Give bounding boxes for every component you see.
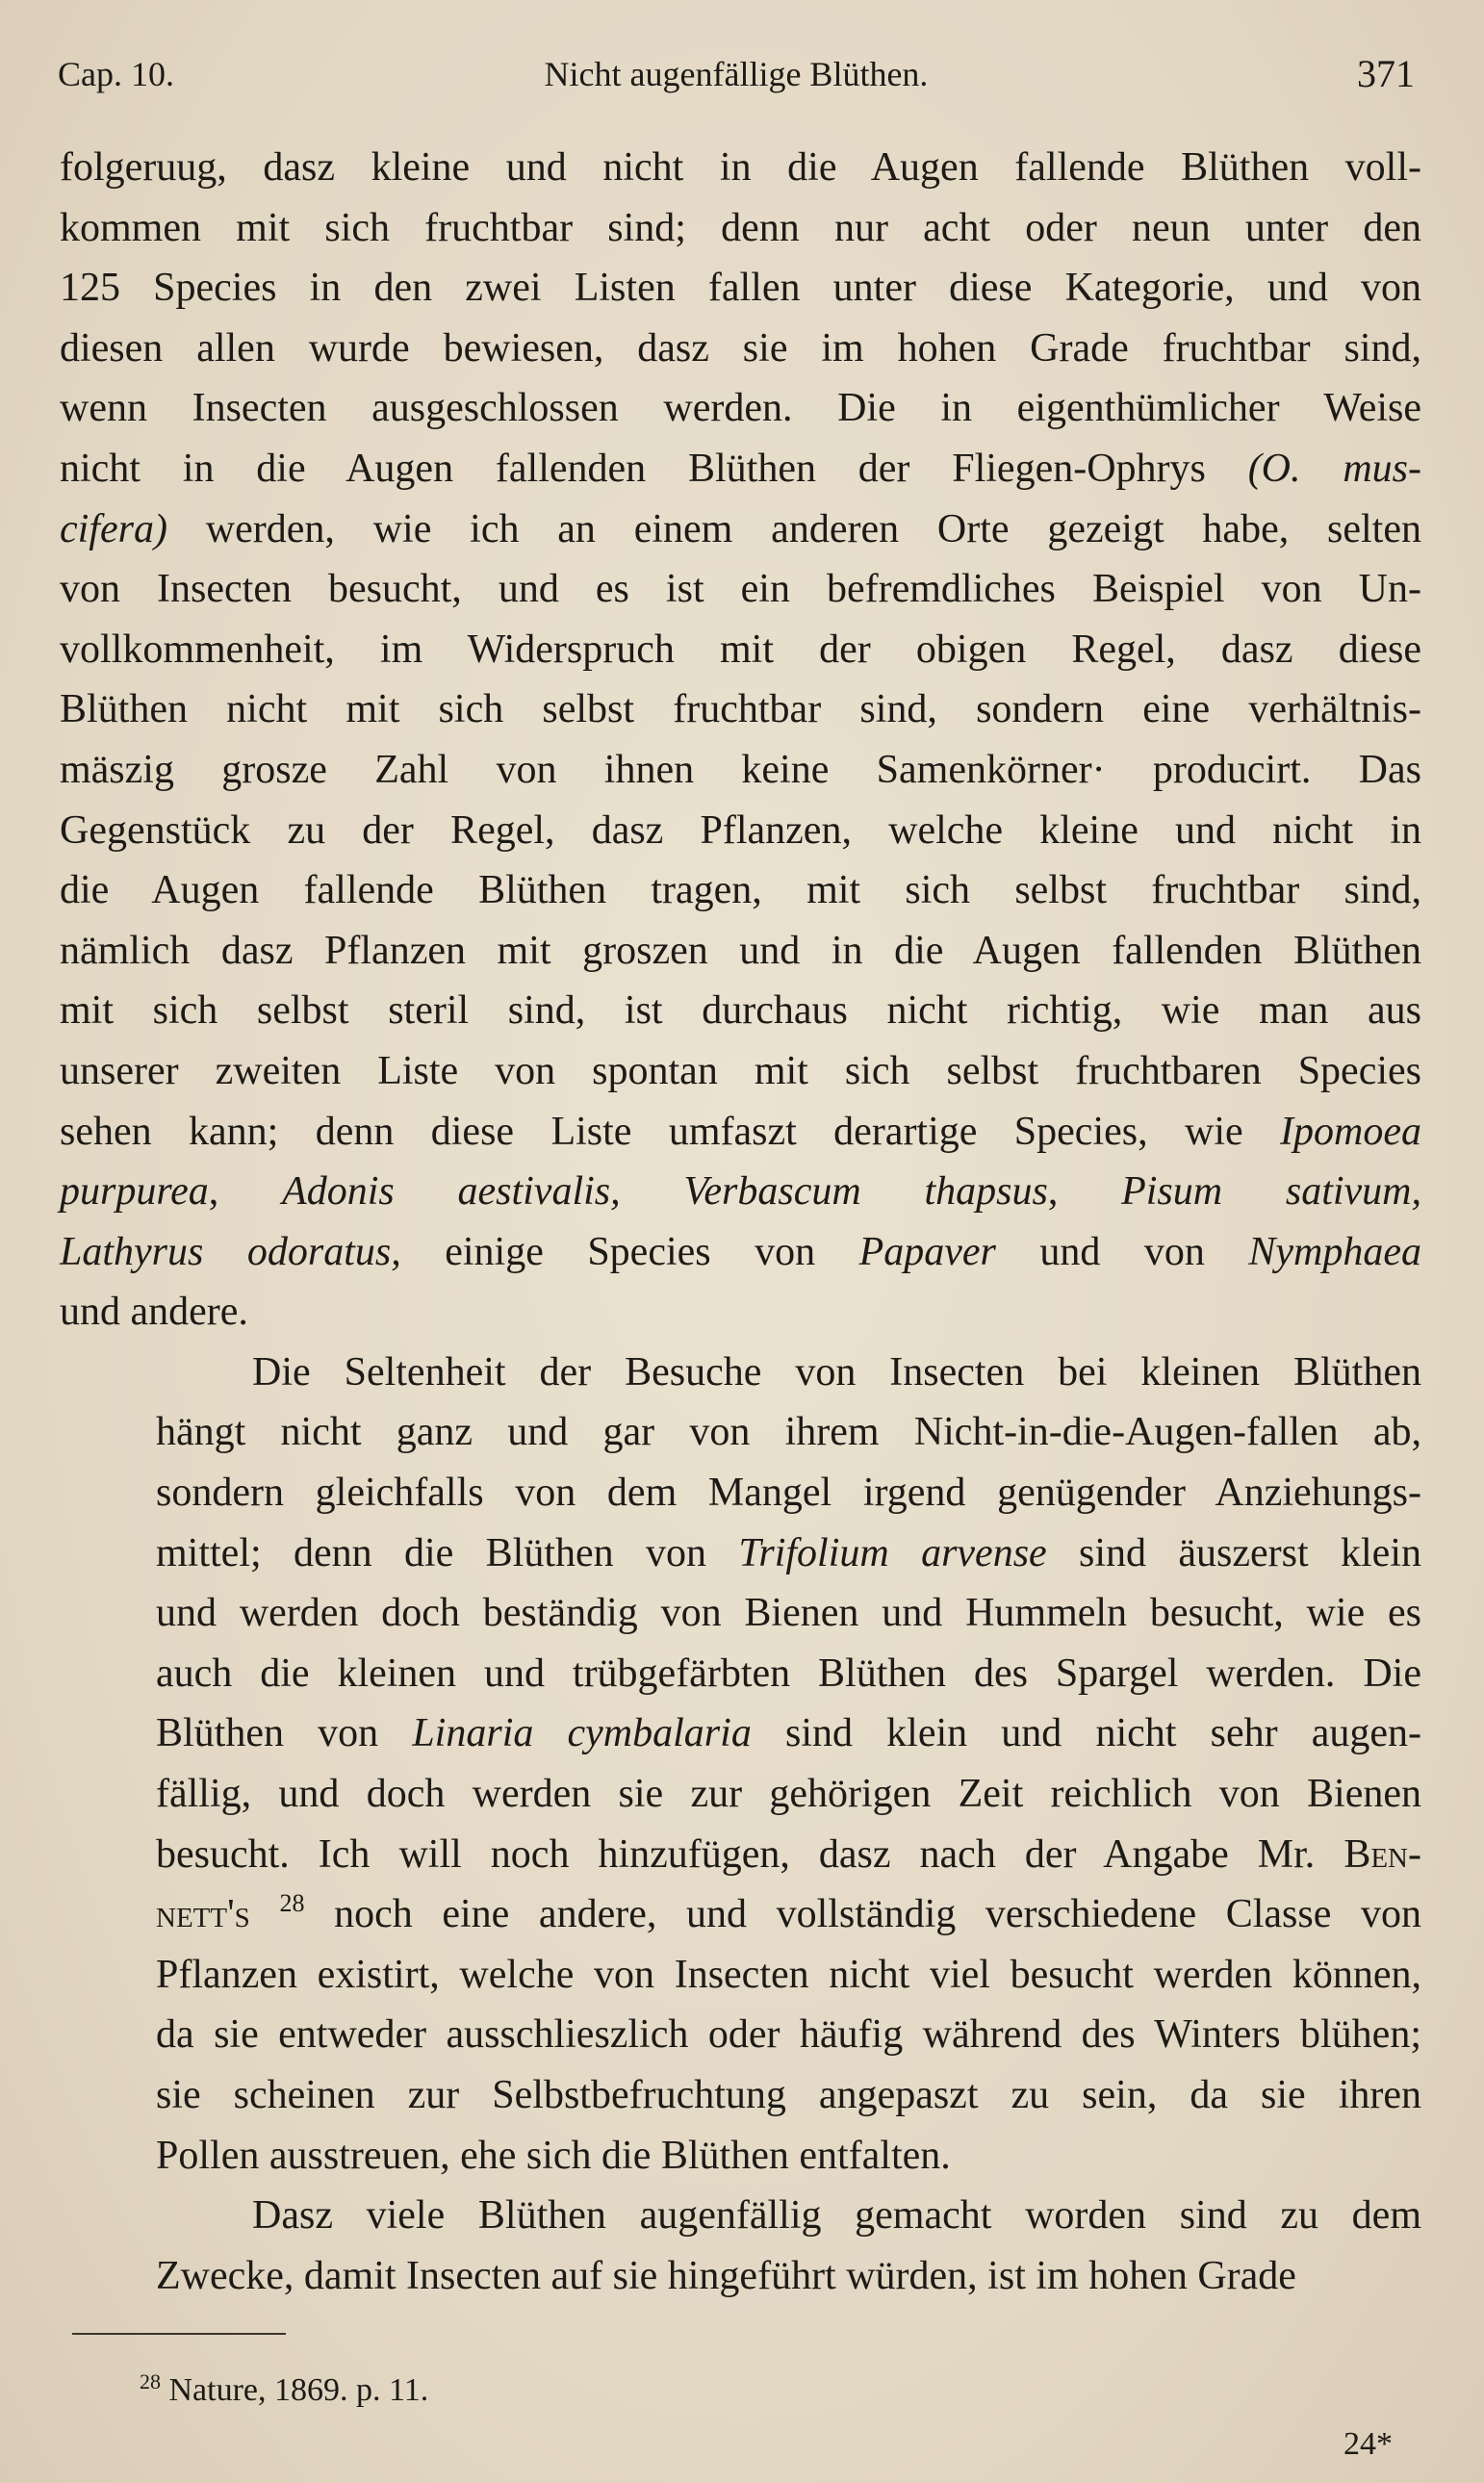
italic-term: (O. mus- (1247, 446, 1421, 491)
text-run: die Augen fallende Blüthen tragen, mit sich selbst fruchtbar sind, (60, 868, 1421, 913)
text-line (60, 258, 1421, 319)
footnote-text: Nature, 1869. p. 11. (168, 2372, 429, 2408)
small-caps-name: Ben- (1343, 1831, 1421, 1877)
text-line (60, 2005, 1421, 2065)
text-run: Blüthen nicht mit sich selbst fruchtbar sind, sondern eine verhältnis- (60, 687, 1421, 732)
text-run: vollkommenheit, im Widerspruch mit der obigen Regel, dasz diese (60, 627, 1421, 672)
text-run: Dasz viele Blüthen augenfällig gemacht worden sind zu dem (252, 2193, 1421, 2239)
text-run: und andere. (60, 1290, 248, 1335)
text-line (60, 1764, 1421, 1825)
text-run: mittel; denn die Blüthen von (156, 1530, 739, 1575)
italic-term: purpurea (60, 1169, 209, 1215)
running-head (58, 50, 1415, 98)
italic-term: Linaria cymbalaria (412, 1711, 752, 1756)
text-run: nämlich dasz Pflanzen mit groszen und in die Augen fallenden Blüthen (60, 928, 1421, 973)
text-run: sehen kann; denn diese Liste umfaszt derartige Species, wie (60, 1109, 1281, 1154)
body-text (60, 138, 1421, 2306)
text-line (60, 1222, 1421, 1283)
text-run: , (208, 1169, 283, 1215)
text-run: Zwecke, damit Insecten auf sie hingeführt würden, ist im hohen Grade (156, 2253, 1296, 2298)
text-run: unserer zweiten Liste von spontan mit sich selbst fruchtbaren Species (60, 1048, 1421, 1093)
text-line (60, 1884, 1421, 1945)
italic-term: Nymphaea (1248, 1229, 1422, 1274)
paragraph (60, 1343, 1421, 2186)
text-run: werden, wie ich an einem anderen Orte gezeigt habe, selten (166, 506, 1421, 551)
text-run: diesen allen wurde bewiesen, dasz sie im hohen Grade fruchtbar sind, (60, 325, 1421, 371)
italic-term: Ipomoea (1280, 1109, 1421, 1154)
text-line (60, 1583, 1421, 1644)
text-line (60, 2126, 1421, 2187)
text-run: und werden doch beständig von Bienen und Hummeln besucht, wie es (156, 1591, 1421, 1636)
footnote-reference: 28 (279, 1889, 305, 1918)
text-line (60, 439, 1421, 499)
text-line (60, 1825, 1421, 1885)
text-line (60, 620, 1421, 680)
text-line (60, 2065, 1421, 2126)
text-line (60, 499, 1421, 560)
text-run: hängt nicht ganz und gar von ihrem Nicht-in-die-Augen-fallen ab, (156, 1410, 1421, 1455)
text-line (60, 198, 1421, 259)
text-run: folgeruug, dasz kleine und nicht in die Augen fallende Blüthen voll- (60, 145, 1421, 190)
text-line (60, 319, 1421, 379)
footnote-number: 28 (140, 2369, 161, 2393)
paragraph (60, 138, 1421, 1343)
text-run (621, 1169, 684, 1214)
text-line (60, 138, 1421, 198)
text-run: einige Species von (400, 1229, 859, 1274)
text-run: sondern gleichfalls von dem Mangel irgend genügender Anziehungs- (156, 1471, 1421, 1516)
text-run: sind äuszerst klein (1046, 1530, 1421, 1575)
text-run: Die Seltenheit der Besuche von Insecten bei kleinen Blüthen (252, 1349, 1421, 1395)
text-run: Blüthen von (156, 1711, 413, 1756)
text-run: besucht. Ich will noch hinzufügen, dasz nach der Angabe Mr. (156, 1831, 1344, 1877)
text-run: noch eine andere, und vollständig verschiedene Classe von (304, 1892, 1422, 1937)
text-line (60, 2246, 1421, 2307)
text-line (60, 1945, 1421, 2006)
text-line (60, 1282, 1421, 1343)
text-line (60, 801, 1421, 861)
text-line (60, 740, 1421, 801)
text-run: auch die kleinen und trübgefärbten Blüthen des Spargel werden. Die (156, 1651, 1421, 1696)
text-line (60, 1343, 1421, 1403)
text-run: Pflanzen existirt, welche von Insecten nicht viel besucht werden können, (156, 1952, 1421, 1997)
paragraph (60, 2186, 1421, 2306)
text-line (60, 1162, 1421, 1222)
text-line (60, 1102, 1421, 1163)
text-run: kommen mit sich fruchtbar sind; denn nur acht oder neun unter den (60, 205, 1421, 250)
text-run: mit sich selbst steril sind, ist durchaus nicht richtig, wie man aus (60, 988, 1421, 1034)
page-title: Nicht augenfällige Blüthen. (544, 55, 929, 93)
small-caps-name: nett's (156, 1892, 250, 1937)
text-line (60, 1402, 1421, 1463)
text-line (60, 860, 1421, 921)
italic-term: Lathyrus odoratus, (60, 1229, 401, 1274)
text-run: sie scheinen zur Selbstbefruchtung angepaszt zu sein, da sie ihren (156, 2073, 1421, 2117)
text-run: nicht in die Augen fallenden Blüthen der Fliegen-Ophrys (60, 446, 1248, 491)
italic-term: Trifolium arvense (738, 1530, 1047, 1575)
printer-signature: 24* (1343, 2426, 1393, 2462)
text-line (60, 1041, 1421, 1102)
text-run: da sie entweder ausschlieszlich oder häufig während des Winters blühen; (156, 2012, 1421, 2058)
text-line (60, 2186, 1421, 2246)
italic-term: Pisum sativum, (1121, 1169, 1422, 1215)
text-run: fällig, und doch werden sie zur gehörigen Zeit reichlich von Bienen (156, 1772, 1421, 1817)
text-run: und von (995, 1229, 1249, 1274)
text-run: mäszig grosze Zahl von ihnen keine Samenkörner· producirt. Das (60, 747, 1421, 792)
text-line (60, 981, 1421, 1041)
text-run: von Insecten besucht, und es ist ein befremdliches Beispiel von Un- (60, 567, 1421, 612)
text-run: sind klein und nicht sehr augen- (751, 1711, 1422, 1756)
text-run: Pollen ausstreuen, ehe sich die Blüthen entfalten. (156, 2133, 951, 2178)
text-line (60, 1703, 1421, 1764)
text-line (60, 1644, 1421, 1704)
text-run: wenn Insecten ausgeschlossen werden. Die in eigenthümlicher Weise (60, 386, 1421, 431)
footnote (140, 2369, 428, 2412)
italic-term: Papaver (858, 1229, 996, 1274)
page-number: 371 (1357, 52, 1415, 95)
italic-term: Adonis aestivalis, (282, 1169, 621, 1215)
text-run: 125 Species in den zwei Listen fallen unter diese Kategorie, und von (60, 266, 1421, 311)
text-line (60, 1463, 1421, 1523)
text-line (60, 679, 1421, 740)
text-line (60, 559, 1421, 620)
chapter-label: Cap. 10. (58, 55, 174, 93)
text-run: , (1047, 1169, 1122, 1215)
italic-term: Verbascum thapsus (683, 1169, 1048, 1215)
italic-term: cifera) (60, 506, 167, 551)
text-run: Gegenstück zu der Regel, dasz Pflanzen, welche kleine und nicht in (60, 807, 1421, 853)
text-run (250, 1892, 280, 1936)
text-line (60, 1523, 1421, 1584)
footnote-rule (72, 2333, 286, 2335)
text-line (60, 921, 1421, 982)
text-line (60, 378, 1421, 439)
